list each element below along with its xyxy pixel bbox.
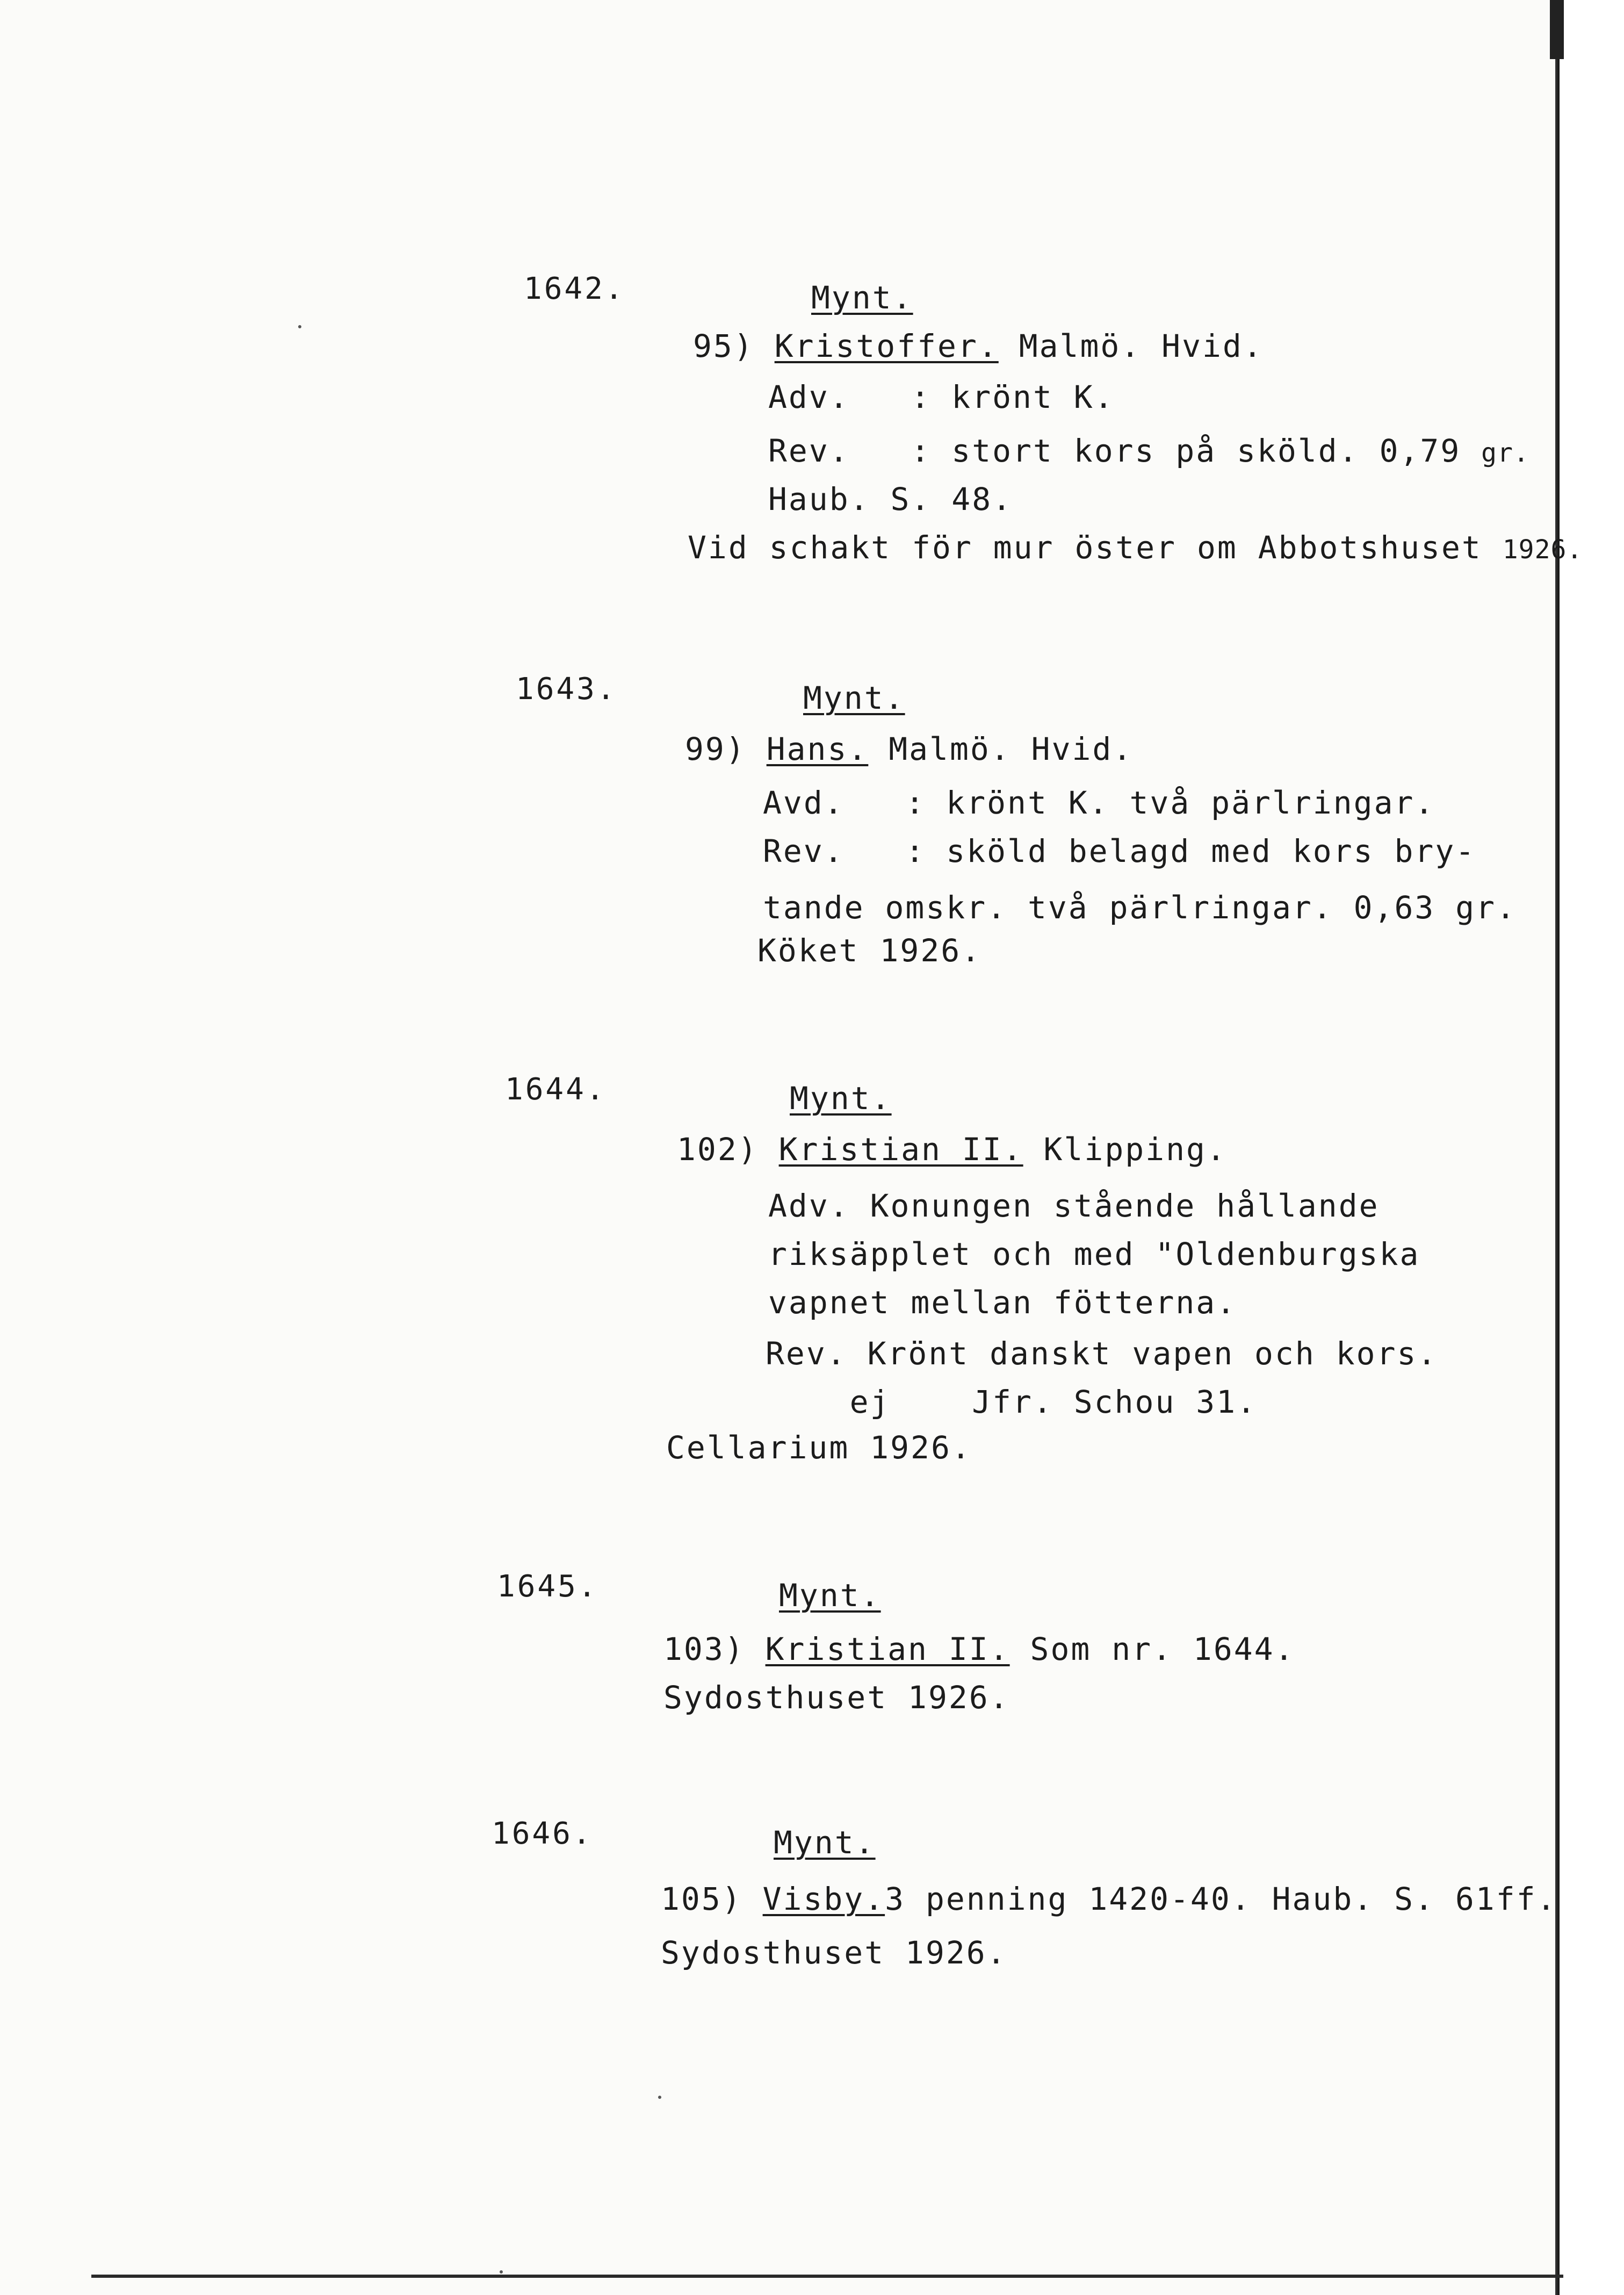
obverse-line: Avd. : krönt K. två pärlringar. — [763, 785, 1435, 821]
scan-speck — [500, 2270, 503, 2274]
entry-number: 1646. — [492, 1816, 593, 1851]
page-edge-bottom — [91, 2275, 1563, 2278]
find-location: Vid schakt för mur öster om Abbotshuset 1926. — [688, 529, 1583, 566]
entry-number: 1644. — [505, 1072, 607, 1107]
scan-speck — [658, 2096, 661, 2099]
find-location: Köket 1926. — [757, 932, 982, 969]
obverse-line-cont: riksäpplet och med "Oldenburgska — [768, 1236, 1420, 1272]
entry-type: Mynt. — [774, 1824, 876, 1861]
entry-type: Mynt. — [811, 279, 913, 316]
reference-line: Haub. S. 48. — [768, 481, 1013, 517]
reverse-line: Rev. : stort kors på sköld. 0,79 gr. — [768, 433, 1529, 469]
page-edge-right — [1555, 0, 1560, 2295]
obverse-line-cont: vapnet mellan fötterna. — [768, 1284, 1237, 1321]
entry-heading: 103) Kristian II. Som nr. 1644. — [663, 1631, 1295, 1667]
entry-heading: 102) Kristian II. Klipping. — [677, 1131, 1227, 1168]
obverse-line: Adv. : krönt K. — [768, 379, 1115, 415]
reverse-line-cont: tande omskr. två pärlringar. 0,63 gr. — [763, 889, 1517, 926]
entry-number: 1643. — [516, 672, 617, 707]
entry-type: Mynt. — [779, 1577, 881, 1614]
reference-line: ej Jfr. Schou 31. — [768, 1384, 1258, 1420]
find-location: Cellarium 1926. — [666, 1429, 972, 1466]
entry-heading: 95) Kristoffer. Malmö. Hvid. — [693, 328, 1264, 364]
scan-margin — [1560, 0, 1624, 2295]
entry-type: Mynt. — [790, 1080, 892, 1117]
reverse-line: Rev. Krönt danskt vapen och kors. — [766, 1335, 1438, 1372]
scan-speck — [298, 325, 301, 328]
obverse-line: Adv. Konungen stående hållande — [768, 1188, 1380, 1224]
entry-heading: 99) Hans. Malmö. Hvid. — [685, 731, 1134, 767]
reverse-line: Rev. : sköld belagd med kors bry- — [763, 833, 1476, 869]
entry-heading: 105) Visby.3 penning 1420-40. Haub. S. 61ff. — [661, 1881, 1557, 1917]
entry-number: 1645. — [497, 1569, 598, 1604]
find-location: Sydosthuset 1926. — [661, 1934, 1007, 1971]
page-edge-corner — [1550, 0, 1564, 59]
find-location: Sydosthuset 1926. — [663, 1679, 1010, 1716]
entry-number: 1642. — [524, 271, 625, 306]
entry-type: Mynt. — [803, 680, 905, 716]
